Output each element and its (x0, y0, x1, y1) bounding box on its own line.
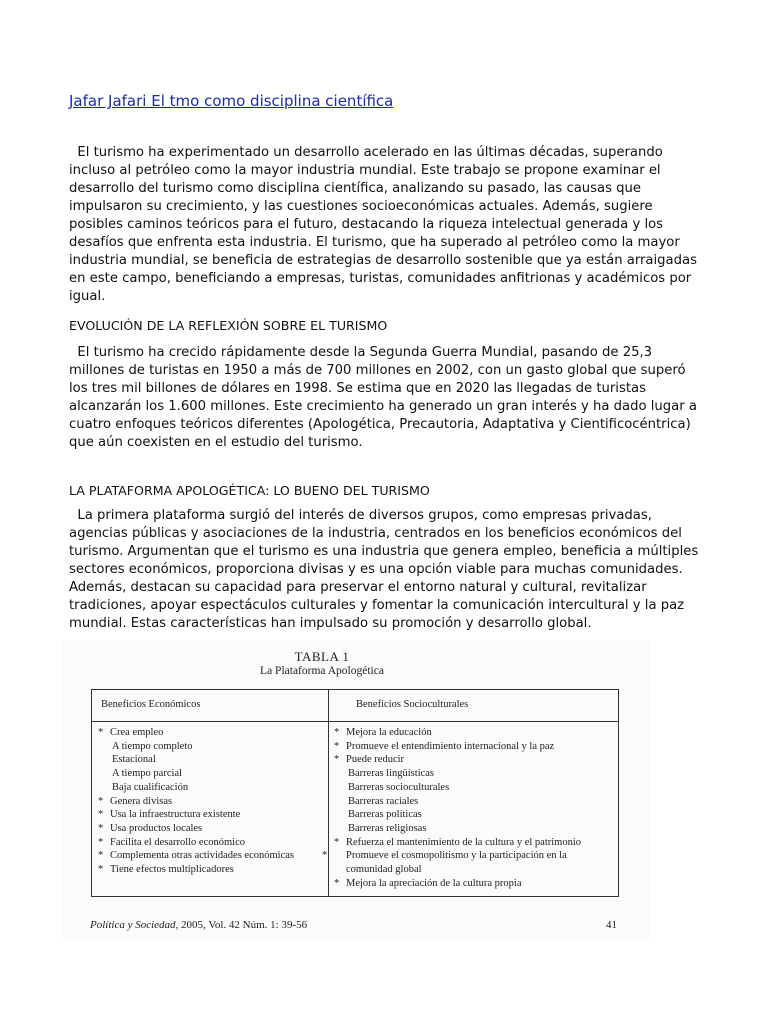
sociocultural-benefits-list (322, 726, 616, 890)
journal-citation: Política y Sociedad, 2005, Vol. 42 Núm. 1: 39-56 (90, 919, 308, 931)
scanned-table-figure (62, 641, 650, 939)
list-item: Barreras raciales (348, 795, 419, 807)
table-header-divider (92, 721, 618, 722)
apologetica-paragraph: La primera plataforma surgió del interés de diversos grupos, como empresas privadas, agencias públicas y asociaciones de la industria, centrados en los beneficios económicos del turismo. Argumentan que el turismo es una industria que genera empleo, beneficia a múltiples sectores económicos, proporciona divisas y es una opción viable para muchas comunidades. Además, destacan su capacidad para preservar el entorno natural y cultural, revitalizar tradiciones, apoyar espectáculos culturales y fomentar la comunicación intercultural y la paz mundial. Estas características han impulsado su promoción y desarrollo global. (69, 508, 699, 631)
list-item: Barreras religiosas (348, 822, 427, 834)
intro-paragraph: El turismo ha experimentado un desarrollo acelerado en las últimas décadas, superando incluso al petróleo como la mayor industria mundial. Este trabajo se propone examinar el desarrollo del turismo como disciplina científica, analizando su pasado, las causas que impulsaron su crecimiento, y las cuestiones socioeconómicas actuales. Además, sugiere posibles caminos teóricos para el futuro, destacando la riqueza intelectual generada y los desafíos que enfrenta esta industria. El turismo, que ha superado al petróleo como la mayor industria mundial, se beneficia de estrategias de desarrollo sostenible que ya están arraigadas en este campo, beneficiando a empresas, turistas, comunidades anfitrionas y académicos por igual. (69, 145, 697, 304)
list-item: * Mejora la apreciación de la cultura propia (334, 877, 522, 889)
list-item: Barreras políticas (348, 809, 422, 821)
list-item: Estacional (112, 754, 156, 766)
list-item: * Genera divisas (98, 795, 173, 807)
column-header-socioculturales: Beneficios Socioculturales (356, 699, 469, 710)
list-item: * Facilita el desarrollo económico (98, 836, 245, 848)
table-column-divider (328, 690, 329, 896)
list-item: A tiempo completo (112, 740, 193, 752)
evolucion-paragraph: El turismo ha crecido rápidamente desde la Segunda Guerra Mundial, pasando de 25,3 millones de turistas en 1950 a más de 700 millones en 2002, con un gasto global que superó los tres mil billones de dólares en 1998. Se estima que en 2020 las llegadas de turistas alcanzarán los 1.600 millones. Este crecimiento ha generado un gran interés y ha dado lugar a cuatro enfoques teóricos diferentes (Apologética, Precautoria, Adaptativa y Cientificocéntrica) que aún coexisten en el estudio del turismo. (69, 345, 697, 450)
list-item: * Usa productos locales (98, 822, 203, 834)
list-item: * Puede reducir (334, 754, 405, 766)
column-header-economicos: Beneficios Económicos (101, 699, 201, 710)
list-item: * Promueve el cosmopolitismo y la participación en la comunidad global (322, 850, 567, 876)
section-heading-evolucion: EVOLUCIÓN DE LA REFLEXIÓN SOBRE EL TURISMO (69, 318, 388, 333)
section-heading-apologetica: LA PLATAFORMA APOLOGÉTICA: LO BUENO DEL TURISMO (69, 483, 430, 498)
list-item: * Promueve el entendimiento internacional y la paz (334, 740, 555, 752)
list-item: Barreras socioculturales (348, 781, 450, 793)
table-box (91, 689, 619, 897)
list-item: * Refuerza el mantenimiento de la cultura y el patrimonio (334, 836, 581, 848)
list-item: Baja cualificación (112, 781, 189, 793)
list-item: * Complementa otras actividades económicas (98, 850, 294, 862)
economic-benefits-list (98, 726, 324, 877)
page-number: 41 (606, 919, 617, 931)
table-title: TABLA 1 (294, 649, 350, 664)
list-item: * Mejora la educación (334, 727, 432, 738)
list-item: * Crea empleo (98, 727, 164, 738)
list-item: * Usa la infraestructura existente (98, 809, 241, 821)
document-title-link[interactable]: Jafar Jafari El tmo como disciplina científica (69, 92, 394, 110)
table-subtitle: La Plataforma Apologética (260, 665, 384, 677)
list-item: Barreras lingüísticas (348, 768, 435, 780)
list-item: A tiempo parcial (112, 768, 182, 780)
list-item: * Tiene efectos multiplicadores (98, 864, 234, 876)
